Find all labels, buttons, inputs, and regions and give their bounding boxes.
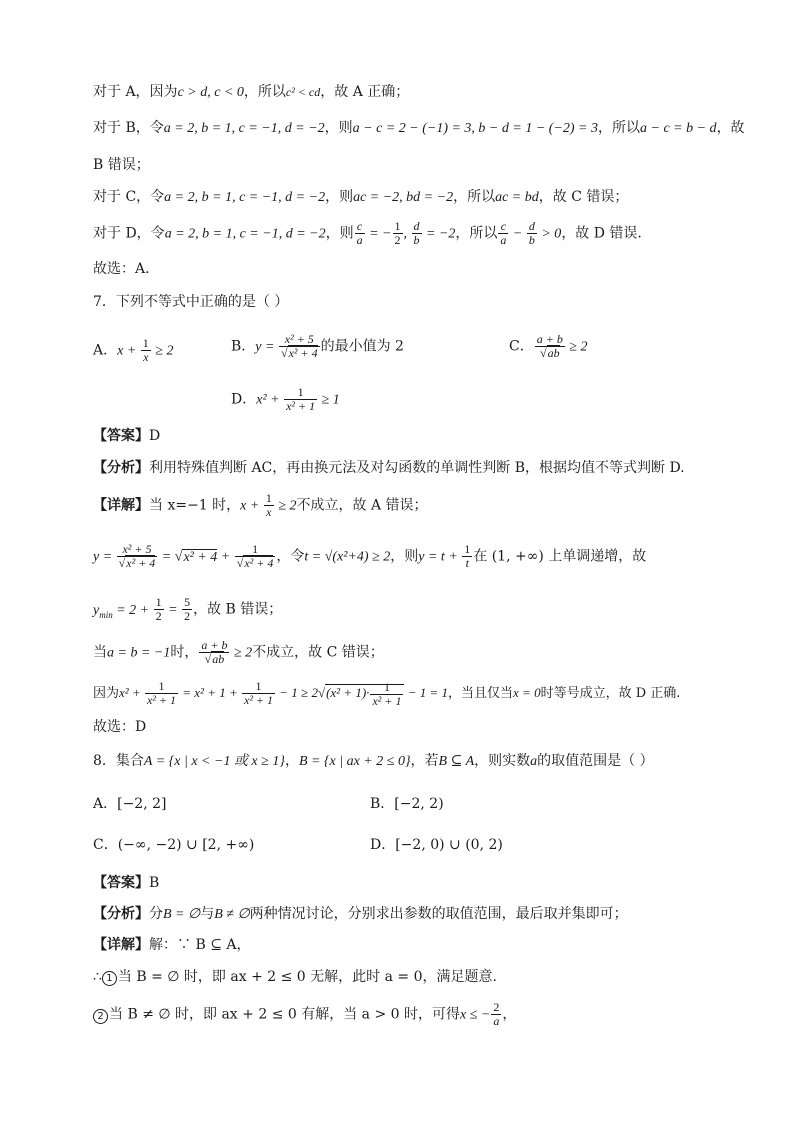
text: 当 x=−1 时， (149, 497, 241, 514)
answer-tag: 【答案】 (93, 875, 149, 891)
option-label: B． (231, 338, 256, 355)
text: ，则 (325, 225, 354, 242)
q8-detail-1 (93, 935, 250, 955)
text: 对于 C，令 (93, 189, 165, 205)
fraction: $\frac{1}{\text{x² + 1}}$ (146, 679, 176, 707)
q6-conclusion: 故选：A. (93, 261, 150, 277)
answer-tag: 【答案】 (93, 428, 149, 444)
fraction: $\frac{1}{x}$ (142, 336, 149, 364)
text: ，所以 (598, 120, 640, 136)
q7-answer (93, 426, 160, 446)
text: ，则实数 (474, 753, 531, 769)
q7-option-d: D．x² + $\frac{1}{\text{x² + 1}}$ ≥ 1 (231, 385, 340, 413)
q7-stem: 7．下列不等式中正确的是（ ） (93, 294, 289, 310)
text: ，则 (390, 548, 419, 565)
text: 当 B ≠ ∅ 时，即 ax + 2 ≤ 0 有解，当 a > 0 时，可得 (109, 1006, 461, 1023)
text: ，所以 (455, 225, 498, 242)
math: B = {x | ax + 2 ≤ 0} (298, 754, 411, 769)
q8-option-c: C．(−∞, −2) ∪ [2, +∞) (93, 837, 255, 853)
q8-detail-2 (93, 967, 497, 987)
text: 的取值范围是（ ） (537, 753, 654, 769)
fraction: $\frac{1}{t}$ (464, 542, 471, 570)
fraction: $\frac{d}{b}$ (528, 219, 535, 247)
detail-tag: 【详解】 (93, 497, 149, 514)
q7-option-b: B．y = $\frac{\text{x² + 5}}{\text{√x² + 4}}$ 的最小值为 2 (231, 332, 404, 360)
circled-number: 2 (93, 1009, 108, 1024)
math: a − c = b − d (640, 121, 717, 136)
q6-line-d: 对于 D，令a = 2, b = 1, c = −1, d = −2，则 $\frac{c}{a}$ = − $\frac{1}{2}$ , $\frac{d}{b}$ = −2，所以 $\frac{c}{a}$ − $\frac{d}{b}$ > 0，故 D 错误. (93, 219, 642, 247)
text: 时等号成立，故 D 正确. (540, 686, 681, 701)
option-label: A． (93, 342, 118, 359)
math: c² < cd (285, 85, 321, 99)
text: ，故 D 错误. (561, 225, 642, 242)
fraction: $\frac{a + b}{√ab}$ (201, 638, 228, 666)
fraction: $\frac{c}{a}$ (356, 219, 363, 247)
q7-option-c: C． $\frac{a + b}{√ab}$ ≥ 2 (509, 332, 588, 360)
analysis-tag: 【分析】 (93, 460, 149, 476)
fraction: $\frac{d}{b}$ (413, 219, 420, 247)
math: B = ∅ (163, 907, 201, 922)
q7-analysis (93, 458, 685, 478)
text: ，故 (716, 120, 745, 136)
option-label: D． (231, 391, 257, 408)
q7-detail-4: 当a = b = −1时， $\frac{a + b}{√ab}$ ≥ 2不成立，故 C 错误； (93, 638, 384, 666)
q7-conclusion: 故选：D (93, 719, 147, 735)
circled-number: 1 (102, 971, 117, 986)
fraction: $\frac{5}{2}$ (184, 595, 191, 623)
text: 在 (1, +∞) 上单调递增，故 (473, 548, 647, 565)
fraction: $\frac{1}{x}$ (265, 491, 272, 519)
fraction: $\frac{1}{\text{x² + 1}}$ (286, 385, 316, 413)
text: 8．集合 (93, 753, 144, 769)
q7-detail-2: y = $\frac{\text{x² + 5}}{\text{√x² + 4}}$ = √x² + 4 + $\frac{1}{\text{√x² + 4}}$ ，令t = √(x²+4) ≥ 2，则y = t + $\frac{1}{t}$ 在 (1, +∞) 上单调递增，故 (93, 542, 647, 570)
q6-line-a (93, 82, 409, 103)
analysis-tag: 【分析】 (93, 906, 149, 922)
math: a = b = −1 (107, 645, 171, 661)
math: B ⊆ A (438, 754, 475, 769)
math: ac = −2, bd = −2 (353, 190, 454, 205)
text: 当 (93, 644, 107, 661)
text: 时， (170, 644, 199, 661)
math: a (530, 754, 538, 769)
math: a = 2, b = 1, c = −1, d = −2 (164, 226, 326, 242)
text: ，故 A 正确； (320, 84, 410, 100)
text: ，若 (410, 753, 439, 769)
math: a − c = 2 − (−1) = 3, b − d = 1 − (−2) = 3 (352, 121, 598, 136)
fraction: $\frac{\text{x² + 5}}{\text{√x² + 4}}$ (118, 542, 156, 570)
text: 当 B = ∅ 时，即 ax + 2 ≤ 0 无解，此时 a = 0，满足题意. (117, 969, 497, 985)
answer-value: B (149, 875, 160, 891)
q8-option-b: B．[−2, 2) (370, 796, 444, 812)
text: 与 (200, 906, 215, 922)
text: ，所以 (453, 189, 496, 205)
fraction: $\frac{a + b}{√ab}$ (536, 332, 563, 360)
text: 不成立，故 C 错误； (252, 644, 384, 661)
text: ，故 B 错误； (193, 601, 283, 618)
text: ，则 (325, 189, 354, 205)
text: ，当且仅当 (448, 686, 514, 701)
fraction: $\frac{\text{x² + 5}}{\text{√x² + 4}}$ (280, 332, 318, 360)
answer-value: D (149, 428, 161, 444)
text: 的最小值为 2 (320, 338, 404, 355)
q8-answer (93, 873, 159, 893)
q7-detail-1: 【详解】当 x=−1 时，x + $\frac{1}{x}$ ≥ 2不成立，故 A 错误； (93, 491, 428, 519)
fraction: $\frac{1}{2}$ (155, 595, 162, 623)
q8-option-a: A．[−2, 2] (93, 796, 167, 812)
analysis-text: 利用特殊值判断 AC，再由换元法及对勾函数的单调性判断 B，根据均值不等式判断 D. (149, 460, 685, 476)
text: 对于 B，令 (93, 120, 164, 136)
q8-detail-3: 2 当 B ≠ ∅ 时，即 ax + 2 ≤ 0 有解，当 a > 0 时，可得x ≤ − $\frac{2}{a}$ ， (93, 1001, 516, 1028)
fraction: $\frac{1}{\text{x² + 1}}$ (244, 679, 274, 707)
text: ，故 C 错误； (538, 189, 629, 205)
q7-detail-5: 因为x² + $\frac{1}{\text{x² + 1}}$ = x² + 1 + $\frac{1}{\text{x² + 1}}$ − 1 ≥ 2√(x² + 1)· $\frac{1}{\text{x² + 1}}$ − 1 = 1，当且仅当x = 0时等号成立，故 D 正确. (93, 679, 681, 708)
text: ，则 (324, 120, 353, 136)
text: ，所以 (243, 84, 286, 100)
q7-detail-3: $y_{min} = 2$ + $\frac{1}{2}$ = $\frac{5}{2}$ ，故 B 错误； (93, 595, 283, 623)
text: 解：∵ B ⊆ A， (149, 937, 251, 953)
q8-stem (93, 751, 654, 772)
math: c > d, c < 0 (177, 85, 244, 100)
text: 两种情况讨论，分别求出参数的取值范围，最后取并集即可； (249, 906, 628, 922)
text: 因为 (93, 686, 120, 701)
math: B ≠ ∅ (214, 907, 250, 922)
text: 对于 D，令 (93, 225, 165, 242)
math: A = {x | x < −1 或 x ≥ 1} (143, 754, 285, 769)
q6-line-b2: B 错误； (93, 157, 150, 173)
q6-line-c (93, 187, 628, 208)
option-label: C． (509, 338, 534, 355)
text: ，令 (276, 548, 305, 565)
text: ∴ (93, 969, 102, 985)
text: 对于 A，因为 (93, 84, 178, 100)
q7-option-a: A．x + $\frac{1}{x}$ ≥ 2 (93, 336, 174, 364)
text: ， (284, 753, 299, 769)
math: ac = bd (495, 190, 539, 205)
math: a = 2, b = 1, c = −1, d = −2 (163, 121, 325, 136)
text: 不成立，故 A 错误； (296, 497, 428, 514)
fraction: $\frac{c}{a}$ (500, 219, 507, 247)
math: a = 2, b = 1, c = −1, d = −2 (164, 190, 326, 205)
fraction: $\frac{1}{\text{√x² + 4}}$ (236, 542, 274, 570)
q6-line-b1 (93, 118, 745, 139)
math: t = √(x²+4) ≥ 2 (304, 549, 391, 565)
detail-tag: 【详解】 (93, 937, 149, 953)
math: x = 0 (513, 685, 541, 700)
q8-option-d: D．[−2, 0) ∪ (0, 2) (370, 837, 503, 853)
fraction: $\frac{2}{a}$ (493, 1000, 500, 1028)
q8-analysis (93, 904, 628, 925)
fraction: $\frac{1}{2}$ (394, 219, 401, 247)
text: 分 (149, 906, 163, 922)
